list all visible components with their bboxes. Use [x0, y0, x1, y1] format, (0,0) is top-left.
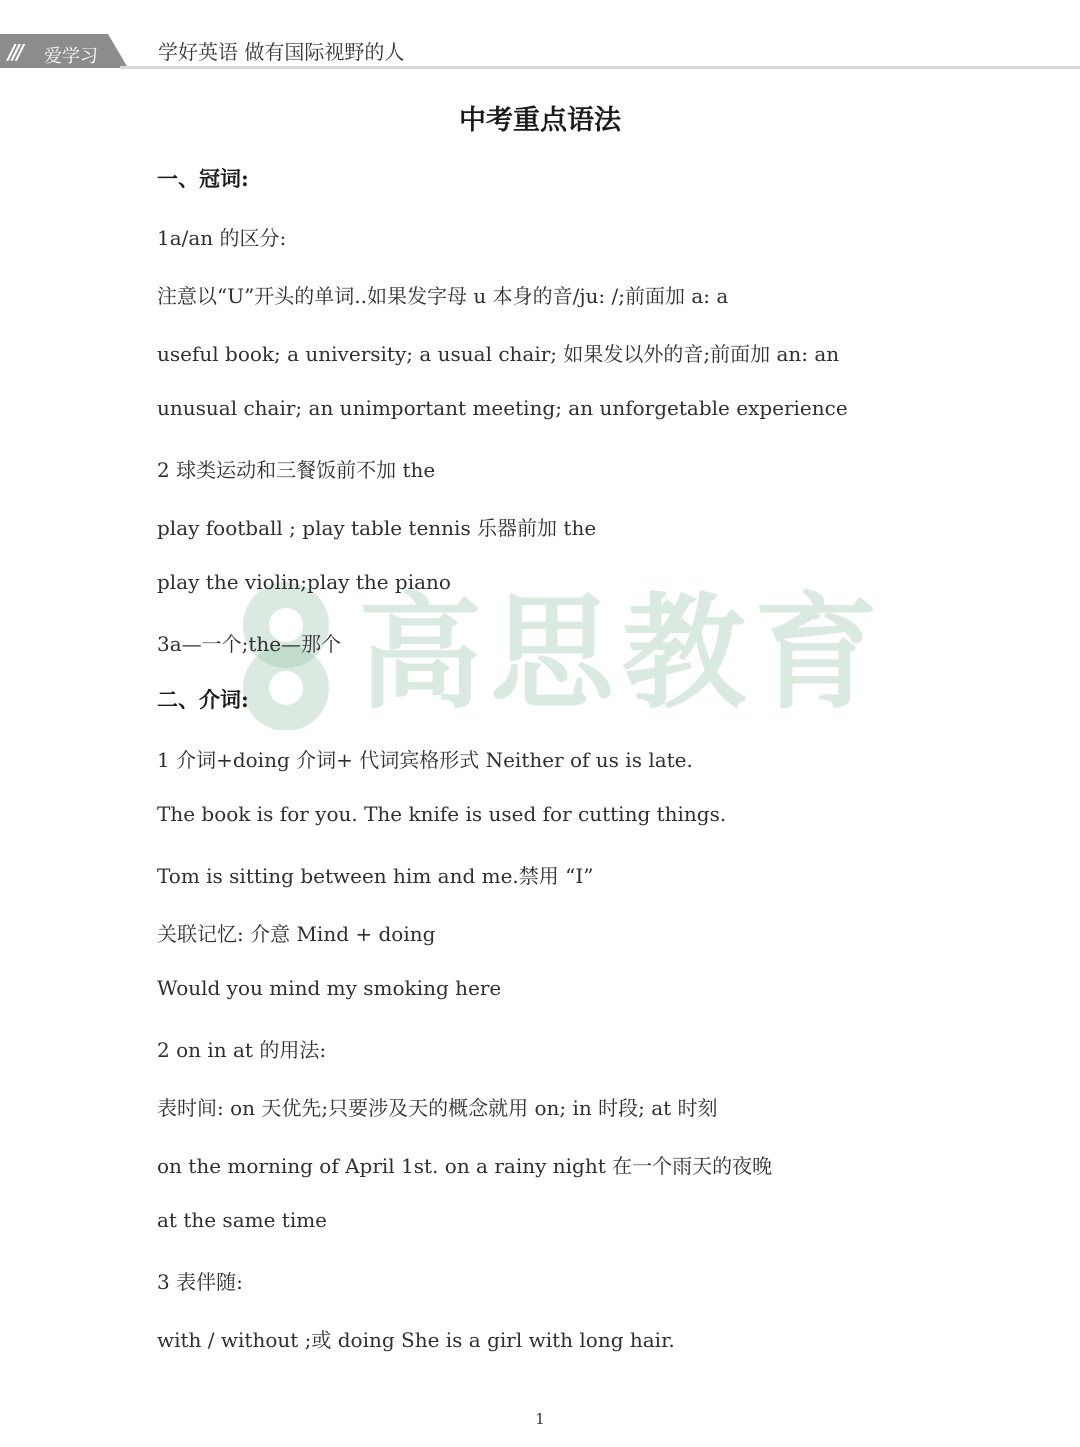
text-line: 3 表伴随:: [157, 1270, 243, 1294]
text-line: at the same time: [157, 1208, 328, 1232]
header-slogan: 学好英语 做有国际视野的人: [158, 40, 405, 64]
text-line: 表时间: on 天优先;只要涉及天的概念就用 on; in 时段; at 时刻: [157, 1096, 718, 1120]
text-line: play football ; play table tennis 乐器前加 the: [157, 516, 597, 540]
text-line: 1 介词+doing 介词+ 代词宾格形式 Neither of us is late.: [157, 748, 693, 772]
text-line: 1a/an 的区分:: [157, 226, 287, 250]
text-line: on the morning of April 1st. on a rainy night 在一个雨天的夜晚: [157, 1154, 773, 1178]
text-line: 2 球类运动和三餐饭前不加 the: [157, 458, 436, 482]
page-number: 1: [535, 1410, 545, 1428]
watermark-text: 高思教育: [358, 582, 887, 726]
text-line: Would you mind my smoking here: [157, 976, 502, 1000]
document-title: 中考重点语法: [459, 105, 621, 136]
page-header: [0, 0, 1080, 72]
text-line: 2 on in at 的用法:: [157, 1038, 327, 1062]
text-line: 3a—一个;the—那个: [157, 632, 342, 656]
section-heading-prepositions: 二、介词:: [157, 687, 249, 712]
text-line: with / without ;或 doing She is a girl with long hair.: [157, 1328, 675, 1352]
brand-logo-icon: ///: [8, 40, 21, 64]
section-heading-articles: 一、冠词:: [157, 166, 249, 191]
text-line: Tom is sitting between him and me.禁用 “I”: [157, 864, 594, 888]
text-line: 关联记忆: 介意 Mind + doing: [157, 922, 436, 946]
text-line: The book is for you. The knife is used for cutting things.: [157, 802, 727, 826]
text-line: unusual chair; an unimportant meeting; an unforgetable experience: [157, 396, 848, 420]
text-line: 注意以“U”开头的单词..如果发字母 u 本身的音/ju: /;前面加 a: a: [157, 284, 729, 308]
brand-logo-text: 爱学习: [44, 46, 98, 67]
header-divider: [120, 66, 1080, 69]
text-line: useful book; a university; a usual chair; 如果发以外的音;前面加 an: an: [157, 342, 840, 366]
text-line: play the violin;play the piano: [157, 570, 451, 594]
